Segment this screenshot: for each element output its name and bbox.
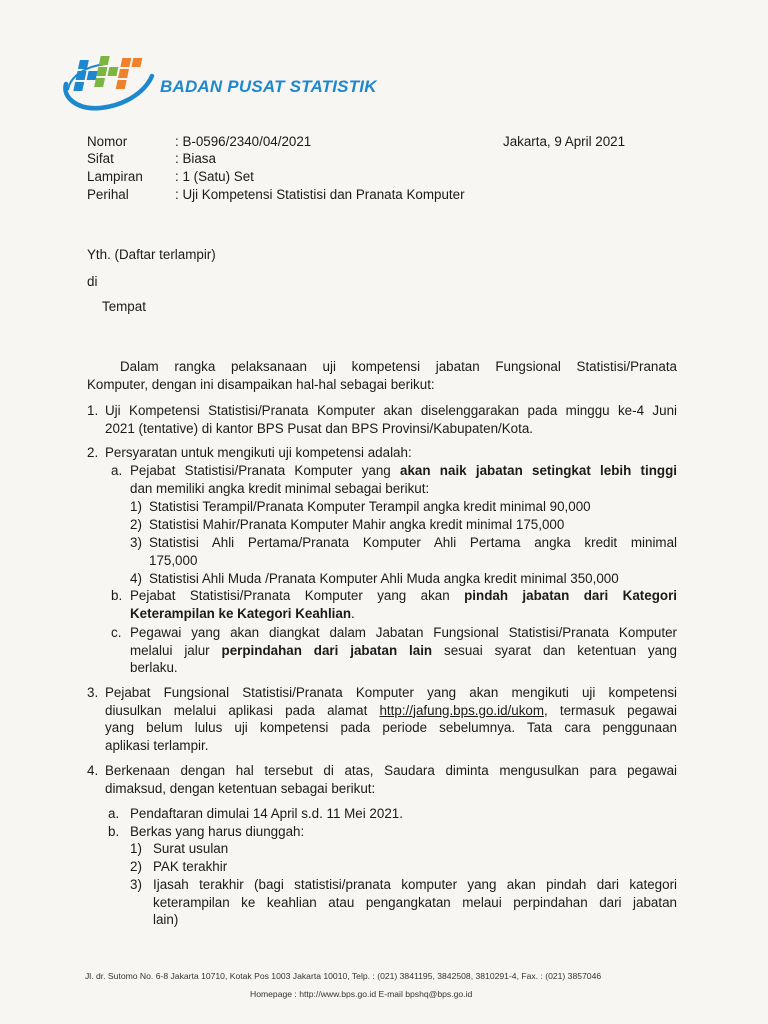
intro-paragraph: Dalam rangka pelaksanaan uji kompetensi jabatan Fungsional Statistisi/Pranata Komputer, dengan ini disampaikan hal-hal sebagai berikut: xyxy=(87,359,677,392)
item-4b-sub-3-number: 3) xyxy=(130,877,142,892)
item-4b-sub-3-text: Ijasah terakhir (bagi statistisi/pranata komputer yang akan pindah dari kategori keterampilan ke keahlian atau pengangkatan melaui perpindahan dari jabatan lain) xyxy=(153,877,677,927)
item-2c-text: Pegawai yang akan diangkat dalam Jabatan Fungsional Statistisi/Pranata Komputer melalui jalur perpindahan dari jabatan lain sesuai syarat dan ketentuan yang berlaku. xyxy=(130,625,677,675)
perihal-value: : Uji Kompetensi Statistisi dan Pranata Komputer xyxy=(175,187,465,202)
item-2a-sub-1-number: 1) xyxy=(130,499,142,514)
item-4b-sub-2-number: 2) xyxy=(130,859,142,874)
nomor-value: : B-0596/2340/04/2021 xyxy=(175,134,312,149)
perihal-label: Perihal xyxy=(87,187,129,202)
item-4b-sub-1-number: 1) xyxy=(130,841,142,856)
item-4b-text: Berkas yang harus diunggah: xyxy=(130,824,305,839)
recipient-di: di xyxy=(87,274,98,289)
item-2a-sub-2-text: Statistisi Mahir/Pranata Komputer Mahir angka kredit minimal 175,000 xyxy=(149,517,565,532)
ukom-link[interactable]: http://jafung.bps.go.id/ukom xyxy=(379,702,544,718)
item-4b-sub-2-text: PAK terakhir xyxy=(153,859,228,874)
item-2a-sub-1-text: Statistisi Terampil/Pranata Komputer Terampil angka kredit minimal 90,000 xyxy=(149,499,591,514)
recipient-place: Tempat xyxy=(102,299,146,314)
item-2a-text: Pejabat Statistisi/Pranata Komputer yang akan naik jabatan setingkat lebih tinggi dan memiliki angka kredit minimal sebagai berikut: xyxy=(130,463,677,496)
recipient-line: Yth. (Daftar terlampir) xyxy=(87,247,216,262)
item-4a-text: Pendaftaran dimulai 14 April s.d. 11 Mei 2021. xyxy=(130,806,403,821)
item-2a-label: a. xyxy=(111,463,123,478)
item-4b-sub-1-text: Surat usulan xyxy=(153,841,229,856)
footer-address: Jl. dr. Sutomo No. 6-8 Jakarta 10710, Kotak Pos 1003 Jakarta 10010, Telp. : (021) 3841195, 3842508, 3810291-4, Fax. : (021) 3857046 xyxy=(85,971,602,981)
bps-logo-icon xyxy=(60,50,156,116)
item-3-number: 3. xyxy=(87,685,99,700)
org-name: BADAN PUSAT STATISTIK xyxy=(160,77,377,96)
nomor-label: Nomor xyxy=(87,134,128,149)
lampiran-label: Lampiran xyxy=(87,169,143,184)
item-2b-text: Pejabat Statistisi/Pranata Komputer yang akan pindah jabatan dari Kategori Keterampilan ke Kategori Keahlian. xyxy=(130,588,677,621)
lampiran-value: : 1 (Satu) Set xyxy=(175,169,254,184)
item-4-number: 4. xyxy=(87,763,99,778)
item-2b-label: b. xyxy=(111,588,123,603)
item-2c-label: c. xyxy=(111,625,122,640)
item-4-text: Berkenaan dengan hal tersebut di atas, Saudara diminta mengusulkan para pegawai dimaksud, dengan ketentuan sebagai berikut: xyxy=(105,763,677,796)
item-2-text: Persyaratan untuk mengikuti uji kompetensi adalah: xyxy=(105,445,412,460)
item-2a-sub-3-text: Statistisi Ahli Pertama/Pranata Komputer Ahli Pertama angka kredit minimal 175,000 xyxy=(149,535,677,568)
footer-homepage: Homepage : http://www.bps.go.id E-mail bpshq@bps.go.id xyxy=(250,989,473,999)
item-1-number: 1. xyxy=(87,403,99,418)
item-2-number: 2. xyxy=(87,445,99,460)
place-date: Jakarta, 9 April 2021 xyxy=(503,134,626,149)
item-4b-label: b. xyxy=(108,824,120,839)
sifat-value: : Biasa xyxy=(175,151,216,166)
item-2a-sub-4-number: 4) xyxy=(130,571,142,586)
item-4a-label: a. xyxy=(108,806,120,821)
item-2a-sub-3-number: 3) xyxy=(130,535,142,550)
sifat-label: Sifat xyxy=(87,151,114,166)
item-3-text: Pejabat Fungsional Statistisi/Pranata Komputer yang akan mengikuti uji kompetensi diusulkan melalui aplikasi pada alamat http://jafung.bps.go.id/ukom, termasuk pegawai yang belum lulus uji kompetensi pada periode sebelumnya. Tata cara penggunaan aplikasi terlampir. xyxy=(105,685,678,753)
item-1-text: Uji Kompetensi Statistisi/Pranata Komputer akan diselenggarakan pada minggu ke-4 Juni 2021 (tentative) di kantor BPS Pusat dan BPS Provinsi/Kabupaten/Kota. xyxy=(105,403,677,436)
item-2a-sub-4-text: Statistisi Ahli Muda /Pranata Komputer Ahli Muda angka kredit minimal 350,000 xyxy=(149,571,619,586)
item-2a-sub-2-number: 2) xyxy=(130,517,142,532)
